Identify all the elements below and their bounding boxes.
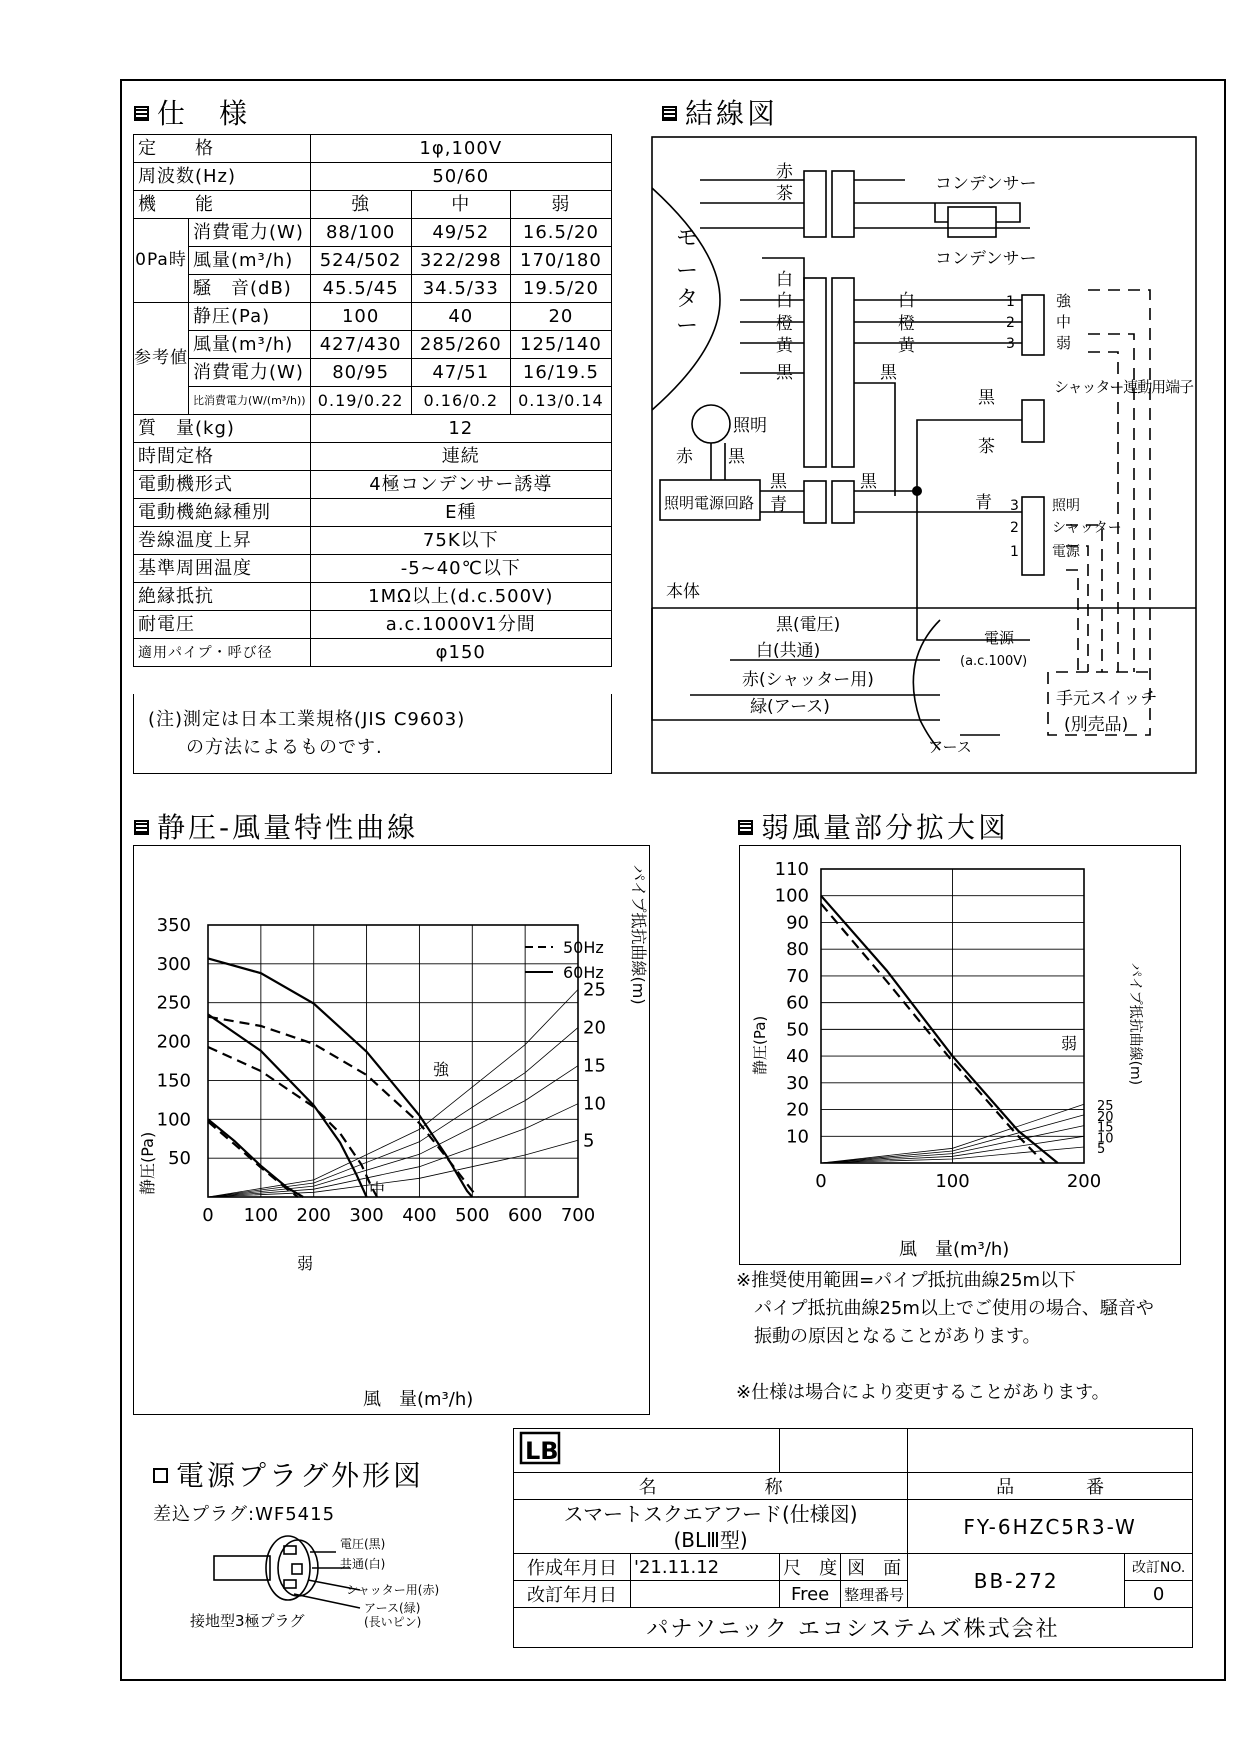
- legend-60hz-label: 60Hz: [563, 963, 604, 982]
- motor-label: ー: [676, 314, 699, 339]
- pipe-resistance-label: 15: [583, 1055, 606, 1077]
- zoom-curve-label-weak: 弱: [1061, 1034, 1078, 1053]
- spec-label: 消費電力(W): [189, 219, 311, 247]
- spec-value: a.c.1000V1分間: [310, 611, 611, 639]
- hand-switch-label: 手元スイッチ: [1056, 689, 1158, 709]
- zoom-chart-right-label: パイプ抵抗曲線(m): [1127, 963, 1143, 1086]
- spec-value: 0.16/0.2: [411, 387, 510, 415]
- x-tick-label: 100: [935, 1171, 970, 1192]
- power-terminal-label: シャッター: [1052, 520, 1122, 536]
- pipe-resistance-label: 25: [1097, 1099, 1114, 1115]
- spec-value: 45.5/45: [310, 275, 411, 303]
- spec-label: 定 格: [134, 135, 311, 163]
- product-number: FY-6HZC5R3-W: [908, 1500, 1193, 1554]
- group-0pa: 0Pa時: [134, 219, 189, 303]
- wire-orange: 橙: [776, 314, 793, 334]
- pq-curve: [208, 1017, 478, 1197]
- spec-label: 電動機絶縁種別: [134, 499, 311, 527]
- spec-value: 4極コンデンサー誘導: [310, 471, 611, 499]
- speed-weak-label: 弱: [1056, 334, 1072, 352]
- col-weak: 弱: [510, 191, 611, 219]
- pipe-resistance-curve: [208, 990, 578, 1198]
- spec-value: 80/95: [310, 359, 411, 387]
- product-name-line2: (BLⅢ型): [673, 1527, 748, 1552]
- terminal-block-top-left: [804, 171, 826, 237]
- spec-label: 巻線温度上昇: [134, 527, 311, 555]
- scale-label: 尺 度: [780, 1554, 841, 1581]
- col-medium: 中: [411, 191, 510, 219]
- spec-value: 0.19/0.22: [310, 387, 411, 415]
- title-block: [513, 1428, 1193, 1648]
- spec-label: 適用パイプ・呼び径: [134, 639, 311, 667]
- plug-pin-earth-note: (長いピン): [364, 1615, 422, 1629]
- terminal-block-top-right: [832, 171, 854, 237]
- spec-value: 524/502: [310, 247, 411, 275]
- spec-label: 絶縁抵抗: [134, 583, 311, 611]
- power-terminal-label: 照明: [1052, 498, 1080, 514]
- y-tick-label: 80: [786, 939, 809, 961]
- plug-pin-common-label: 共通(白): [340, 1557, 386, 1571]
- wire-white: 白: [898, 291, 915, 311]
- spec-value: -5~40℃以下: [310, 555, 611, 583]
- y-tick-label: 50: [786, 1019, 809, 1041]
- created-label: 作成年月日: [514, 1554, 631, 1581]
- spec-value: 1MΩ以上(d.c.500V): [310, 583, 611, 611]
- plug-cord: [214, 1556, 270, 1580]
- number-header: 品 番: [908, 1473, 1193, 1500]
- spec-label: 周波数(Hz): [134, 163, 311, 191]
- wire-yellow: 黄: [776, 336, 793, 356]
- spec-value: 34.5/33: [411, 275, 510, 303]
- wire-brown: 茶: [776, 184, 793, 204]
- body-label: 本体: [666, 582, 700, 602]
- spec-label: 騒 音(dB): [189, 275, 311, 303]
- cord-black-label: 黒(電圧): [776, 615, 841, 635]
- section-marker-icon: [153, 1468, 168, 1483]
- remarks: ※推奨使用範囲=パイプ抵抗曲線25m以下 パイプ抵抗曲線25m以上でご使用の場合、騒音や 振動の原因となることがあります。 ※仕様は場合により変更することがあります。: [736, 1270, 1154, 1403]
- col-strong: 強: [310, 191, 411, 219]
- x-tick-label: 100: [243, 1205, 279, 1226]
- plug-pin-voltage-label: 電圧(黒): [340, 1537, 386, 1551]
- lamp-icon: [692, 405, 730, 443]
- shutter-terminal-label: シャッター連動用端子: [1054, 378, 1194, 396]
- wire-black: 黒: [776, 363, 793, 383]
- spec-note: (注)測定は日本工業規格(JIS C9603) の方法によるものです.: [148, 709, 466, 758]
- curve-label-medium: 中: [369, 1180, 386, 1199]
- speed-medium-label: 中: [1056, 313, 1072, 331]
- lamp-red-label: 赤: [676, 447, 693, 467]
- zoom-chart-xlabel: 風 量(m³/h): [899, 1239, 1010, 1260]
- power-terminal-block: [1022, 497, 1044, 575]
- x-tick-label: 200: [1066, 1171, 1102, 1192]
- wire-red: 赤: [776, 162, 793, 182]
- pipe-resistance-label: 10: [1097, 1131, 1114, 1147]
- wire-yellow: 黄: [898, 336, 915, 356]
- wire-blue: 青: [975, 493, 992, 513]
- pipe-resistance-label: 25: [583, 979, 606, 1001]
- plot-area: [208, 925, 578, 1197]
- main-chart-title: 静圧-風量特性曲線: [134, 806, 418, 846]
- terminal-number: 2: [1006, 315, 1015, 331]
- spec-value: 88/100: [310, 219, 411, 247]
- lamp-circuit-label: 照明電源回路: [664, 494, 755, 512]
- y-tick-label: 110: [774, 859, 809, 880]
- company-logo: [514, 1429, 780, 1473]
- section-marker-icon: [738, 820, 753, 835]
- spec-label: 消費電力(W): [189, 359, 311, 387]
- power-source-label: 電源: [984, 629, 1015, 647]
- spec-label: 機 能: [134, 191, 311, 219]
- spec-label: 質 量(kg): [134, 415, 311, 443]
- x-tick-label: 300: [349, 1205, 384, 1226]
- wiring-title: 結線図: [662, 92, 778, 132]
- spec-value: E種: [310, 499, 611, 527]
- terminal-number: 1: [1010, 544, 1019, 560]
- main-chart-right-label: パイプ抵抗曲線(m): [629, 865, 648, 1005]
- spec-title: 仕 様: [134, 92, 250, 132]
- plug-type-label: 接地型3極プラグ: [190, 1612, 305, 1630]
- x-tick-label: 700: [560, 1205, 596, 1226]
- scale-value: Free: [780, 1581, 841, 1608]
- spec-value: 49/52: [411, 219, 510, 247]
- spec-value: 16/19.5: [510, 359, 611, 387]
- cord-green-label: 緑(アース): [750, 697, 830, 717]
- name-header: 名 称: [514, 1473, 908, 1500]
- spec-value: 427/430: [310, 331, 411, 359]
- y-tick-label: 350: [156, 915, 191, 936]
- product-name-line1: スマートスクエアフード(仕様図): [563, 1501, 858, 1526]
- legend-50hz-label: 50Hz: [563, 938, 604, 957]
- revised-label: 改訂年月日: [514, 1581, 631, 1608]
- spec-value: 100: [310, 303, 411, 331]
- plug-pin-earth-label: アース(緑): [364, 1601, 421, 1615]
- y-tick-label: 20: [786, 1099, 809, 1121]
- spec-value: 12: [310, 415, 611, 443]
- terminal-number: 2: [1010, 520, 1019, 536]
- y-tick-label: 150: [156, 1070, 191, 1092]
- wire-orange: 橙: [898, 314, 915, 334]
- main-chart: [133, 845, 650, 1415]
- wire-black: 黒: [978, 388, 995, 408]
- spec-value: 50/60: [310, 163, 611, 191]
- y-tick-label: 40: [786, 1046, 809, 1068]
- spec-label: 耐電圧: [134, 611, 311, 639]
- terminal-block-light-left: [804, 481, 826, 523]
- spec-value: 75K以下: [310, 527, 611, 555]
- group-reference: 参考値: [134, 303, 189, 415]
- section-marker-icon: [134, 820, 149, 835]
- spec-label: 基準周囲温度: [134, 555, 311, 583]
- spec-value: 16.5/20: [510, 219, 611, 247]
- spec-label: 電動機形式: [134, 471, 311, 499]
- spec-value: 322/298: [411, 247, 510, 275]
- y-tick-label: 100: [156, 1109, 191, 1131]
- y-tick-label: 50: [168, 1148, 191, 1170]
- spec-value: 20: [510, 303, 611, 331]
- terminal-number: 1: [1006, 294, 1015, 310]
- revision-label: 改訂NO.: [1125, 1554, 1193, 1581]
- company-logo-icon: [518, 1430, 564, 1466]
- wire-brown: 茶: [978, 437, 995, 457]
- x-tick-label: 400: [402, 1205, 437, 1226]
- condenser1-label: コンデンサー: [935, 174, 1037, 194]
- spec-value: 40: [411, 303, 510, 331]
- zoom-chart-ylabel: 静圧(Pa): [751, 1015, 769, 1075]
- spec-value: 170/180: [510, 247, 611, 275]
- revision-value: 0: [1125, 1581, 1193, 1608]
- speed-terminal-block: [1022, 295, 1044, 355]
- condenser2-box: [948, 207, 996, 237]
- y-tick-label: 70: [786, 965, 809, 987]
- spec-label: 比消費電力(W/(m³/h)): [189, 387, 311, 415]
- pipe-resistance-curve: [208, 1066, 578, 1197]
- svg-text:LB: LB: [525, 1437, 559, 1465]
- wire-white: 白: [776, 270, 793, 290]
- terminal-block-main-left: [804, 278, 826, 467]
- earth-label: アース: [928, 738, 972, 756]
- y-tick-label: 100: [774, 885, 809, 907]
- terminal-number: 3: [1006, 336, 1015, 352]
- condenser2-label: コンデンサー: [935, 249, 1037, 269]
- main-chart-xlabel: 風 量(m³/h): [363, 1389, 474, 1410]
- pipe-resistance-label: 5: [1097, 1141, 1106, 1157]
- wire-black: 黒: [880, 363, 897, 383]
- drawing-label: 図 面: [841, 1554, 908, 1581]
- motor-label: モ: [676, 226, 699, 251]
- wire-blue: 青: [770, 495, 787, 515]
- pipe-resistance-curve: [208, 1104, 578, 1197]
- drawing-number: BB-272: [908, 1554, 1125, 1608]
- x-tick-label: 0: [202, 1205, 214, 1226]
- lamp-black-label: 黒: [728, 447, 745, 467]
- y-tick-label: 250: [156, 992, 191, 1014]
- power-voltage-label: (a.c.100V): [960, 654, 1028, 669]
- pipe-resistance-label: 5: [583, 1130, 595, 1152]
- speed-strong-label: 強: [1056, 292, 1072, 310]
- pipe-resistance-label: 20: [1097, 1109, 1114, 1125]
- spec-value: 125/140: [510, 331, 611, 359]
- product-name: [514, 1500, 908, 1554]
- spec-value: 19.5/20: [510, 275, 611, 303]
- plug-model: 差込プラグ:WF5415: [153, 1504, 336, 1525]
- x-tick-label: 200: [296, 1205, 331, 1226]
- y-tick-label: 200: [156, 1031, 191, 1053]
- hand-switch-note: (別売品): [1064, 715, 1129, 735]
- terminal-number: 3: [1010, 498, 1019, 514]
- pipe-resistance-label: 20: [583, 1017, 606, 1039]
- curve-label-weak: 弱: [297, 1254, 314, 1273]
- main-chart-ylabel: 静圧(Pa): [138, 1131, 157, 1195]
- x-tick-label: 0: [815, 1171, 827, 1192]
- spec-label: 時間定格: [134, 443, 311, 471]
- pipe-resistance-label: 10: [583, 1093, 606, 1115]
- zoom-chart-title: 弱風量部分拡大図: [738, 806, 1009, 846]
- cord-white-label: 白(共通): [756, 641, 821, 661]
- terminal-block-main-right: [832, 278, 854, 467]
- company-name: パナソニック エコシステムズ株式会社: [514, 1608, 1193, 1648]
- spec-value: 285/260: [411, 331, 510, 359]
- y-tick-label: 300: [156, 953, 191, 975]
- spec-label: 静圧(Pa): [189, 303, 311, 331]
- y-tick-label: 30: [786, 1072, 809, 1094]
- plug-pin-shutter-label: シャッター用(赤): [346, 1583, 440, 1597]
- created-date: '21.11.12: [631, 1554, 780, 1581]
- pipe-resistance-label: 15: [1097, 1120, 1114, 1136]
- x-tick-label: 600: [507, 1205, 543, 1226]
- spec-value: 連続: [310, 443, 611, 471]
- spec-label: 風量(m³/h): [189, 331, 311, 359]
- y-tick-label: 10: [786, 1126, 809, 1148]
- spec-value: 1φ,100V: [310, 135, 611, 163]
- curve-label-strong: 強: [433, 1060, 450, 1079]
- cord-red-label: 赤(シャッター用): [742, 670, 874, 690]
- y-tick-label: 60: [786, 992, 809, 1014]
- plug-title: 電源プラグ外形図: [153, 1454, 424, 1494]
- spec-label: 風量(m³/h): [189, 247, 311, 275]
- wire-white: 白: [776, 291, 793, 311]
- reference-label: 整理番号: [841, 1581, 908, 1608]
- motor-label: タ: [676, 287, 699, 312]
- x-tick-label: 500: [455, 1205, 490, 1226]
- y-tick-label: 90: [786, 912, 809, 934]
- terminal-block-light-right: [832, 481, 854, 523]
- lamp-label: 照明: [733, 416, 767, 436]
- spec-value: 47/51: [411, 359, 510, 387]
- wire-black: 黒: [860, 472, 877, 492]
- spec-value: φ150: [310, 639, 611, 667]
- shutter-terminal-block: [1022, 400, 1044, 442]
- power-terminal-label: 電源: [1052, 544, 1080, 560]
- zoom-chart: [739, 845, 1181, 1265]
- motor-label: ー: [676, 259, 699, 284]
- wire-black: 黒: [770, 472, 787, 492]
- spec-value: 0.13/0.14: [510, 387, 611, 415]
